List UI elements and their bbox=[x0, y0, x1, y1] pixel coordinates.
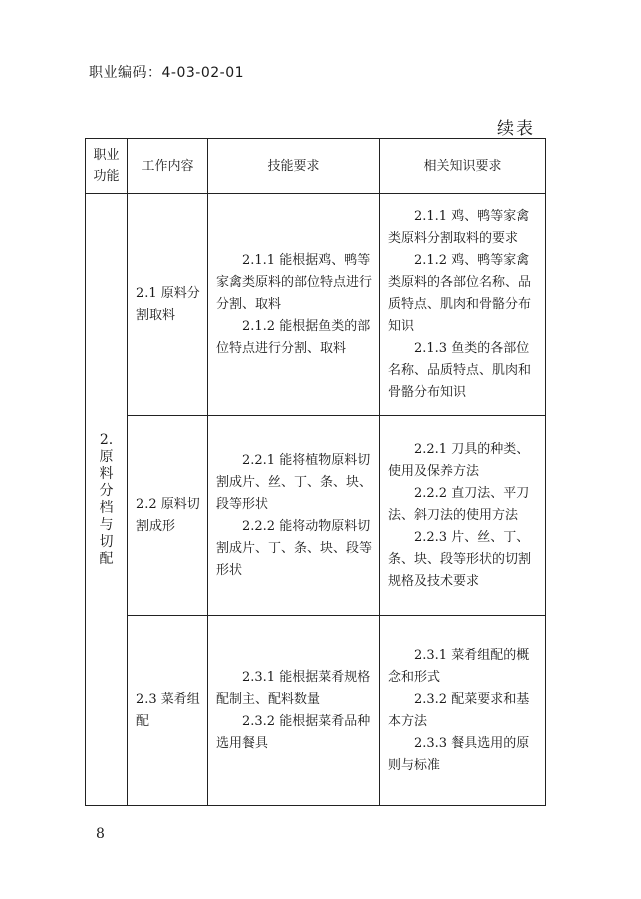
function-number: 2. bbox=[99, 432, 114, 448]
occupation-code: 职业编码：4-03-02-01 bbox=[89, 65, 245, 81]
table-row bbox=[86, 616, 546, 806]
continued-label: 续表 bbox=[497, 119, 535, 139]
skill-item: 2.2.1 能将植物原料切割成片、丝、丁、条、块、段等形状 bbox=[216, 452, 373, 512]
knowledge-cell bbox=[380, 416, 546, 616]
page-number: 8 bbox=[96, 826, 105, 842]
header-skill: 技能要求 bbox=[208, 139, 380, 194]
knowledge-item: 2.3.3 餐具选用的原则与标准 bbox=[388, 735, 530, 773]
knowledge-cell bbox=[380, 194, 546, 416]
skill-cell bbox=[208, 616, 380, 806]
header-function bbox=[86, 139, 128, 194]
skill-cell bbox=[208, 416, 380, 616]
knowledge-item: 2.3.1 菜肴组配的概念和形式 bbox=[388, 647, 530, 685]
function-cell bbox=[86, 194, 128, 806]
knowledge-item: 2.1.1 鸡、鸭等家禽类原料分割取料的要求 bbox=[388, 208, 530, 246]
table-row bbox=[86, 416, 546, 616]
work-content-cell: 2.2 原料切割成形 bbox=[128, 416, 208, 616]
knowledge-item: 2.2.3 片、丝、丁、条、块、段等形状的切割规格及技术要求 bbox=[388, 529, 532, 589]
function-title: 原料分档与切配 bbox=[99, 449, 114, 567]
knowledge-item: 2.2.2 直刀法、平刀法、斜刀法的使用方法 bbox=[388, 485, 530, 523]
skill-item: 2.1.2 能根据鱼类的部位特点进行分割、取料 bbox=[216, 318, 371, 356]
knowledge-item: 2.1.2 鸡、鸭等家禽类原料的各部位名称、品质特点、肌肉和骨骼分布知识 bbox=[388, 252, 532, 334]
skills-table bbox=[85, 138, 546, 806]
skill-cell bbox=[208, 194, 380, 416]
work-content-cell: 2.3 菜肴组配 bbox=[128, 616, 208, 806]
header-function-label: 职业功能 bbox=[93, 148, 120, 184]
skill-item: 2.3.2 能根据菜肴品种选用餐具 bbox=[216, 713, 371, 751]
work-content-cell: 2.1 原料分割取料 bbox=[128, 194, 208, 416]
skill-item: 2.1.1 能根据鸡、鸭等家禽类原料的部位特点进行分割、取料 bbox=[216, 252, 373, 312]
table-header-row bbox=[86, 139, 546, 194]
header-content: 工作内容 bbox=[128, 139, 208, 194]
skill-item: 2.2.2 能将动物原料切割成片、丁、条、块、段等形状 bbox=[216, 518, 373, 578]
knowledge-cell bbox=[380, 616, 546, 806]
header-knowledge: 相关知识要求 bbox=[380, 139, 546, 194]
skill-item: 2.3.1 能根据菜肴规格配制主、配料数量 bbox=[216, 669, 371, 707]
knowledge-item: 2.1.3 鱼类的各部位名称、品质特点、肌肉和骨骼分布知识 bbox=[388, 340, 532, 400]
table-row bbox=[86, 194, 546, 416]
knowledge-item: 2.2.1 刀具的种类、使用及保养方法 bbox=[388, 441, 530, 479]
knowledge-item: 2.3.2 配菜要求和基本方法 bbox=[388, 691, 530, 729]
